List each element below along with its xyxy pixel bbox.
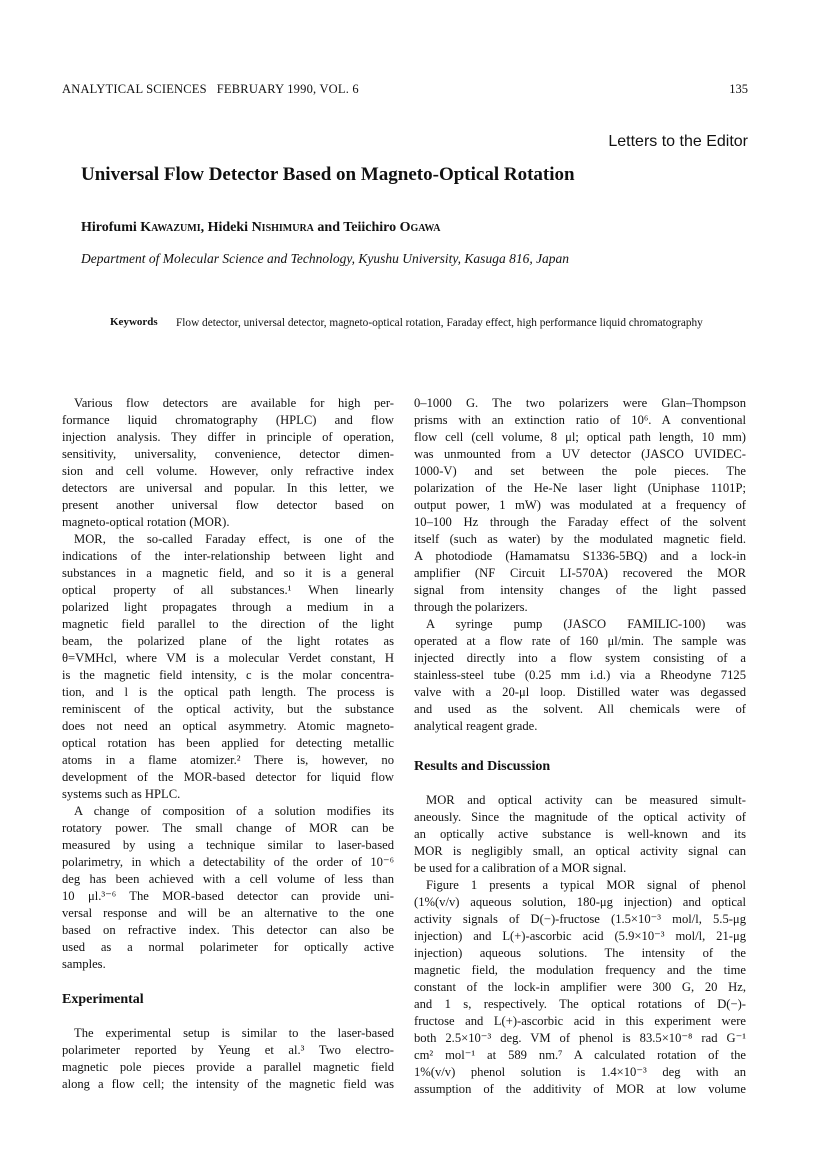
page-number: 135: [729, 82, 748, 96]
affiliation: Department of Molecular Science and Technology, Kyushu University, Kasuga 816, Japan: [81, 251, 570, 266]
text-line: injected directly into a flow system consisting of a: [414, 651, 746, 665]
text-line: (1%(v/v) aqueous solution, 180-μg injection) and optical: [414, 895, 746, 909]
text-line: activity signals of D(−)-fructose (1.5×10⁻³ mol/l, 5.5-μg: [414, 912, 746, 926]
text-line: sensitivity, universality, convenience, detector dimen-: [62, 447, 394, 461]
text-line: 1%(v/v) phenol solution is 1.4×10⁻³ deg with an: [414, 1065, 746, 1079]
text-line: Various flow detectors are available for high per-: [74, 396, 394, 410]
text-line: be used for a calibration of a MOR signal.: [414, 861, 627, 875]
text-line: signal from intensity changes of the light passed: [414, 583, 746, 597]
text-line: injection analysis. They differ in principle of operation,: [62, 430, 394, 444]
text-line: both 2.5×10⁻³ deg. VM of phenol is 83.5×10⁻⁸ rad G⁻¹: [414, 1031, 746, 1045]
text-line: analytical reagent grade.: [414, 719, 538, 733]
text-line: polarization of the He-Ne laser light (Uniphase 1101P;: [414, 481, 746, 495]
text-line: 1000-V) and set between the pole pieces. The: [414, 464, 746, 478]
text-line: polarized light propagates through a medium in a: [62, 600, 394, 614]
text-line: polarimeter reported by Yeung et al.³ Two electro-: [62, 1043, 394, 1057]
text-line: MOR, the so-called Faraday effect, is one of the: [74, 532, 394, 546]
text-line: 10–100 Hz through the Faraday effect of the solvent: [414, 515, 746, 529]
text-line: θ=VMHcl, where VM is a molecular Verdet constant, H: [62, 651, 394, 665]
text-line: along a flow cell; the intensity of the magnetic field was: [62, 1077, 394, 1091]
text-line: indications of the inter-relationship between light and: [62, 549, 394, 563]
text-line: based on refractive index. This detector can also be: [62, 923, 394, 937]
keywords-text: Flow detector, universal detector, magneto-optical rotation, Faraday effect, high performance liquid chromatography: [176, 317, 703, 329]
text-line: optical property of all substances.¹ When linearly: [62, 583, 394, 597]
text-line: output power, 1 mW) was modulated at a frequency of: [414, 498, 746, 512]
text-line: optical rotation has been applied for detecting metallic: [62, 736, 394, 750]
text-line: itself (such as water) by the modulated magnetic field.: [414, 532, 746, 546]
text-line: detectors are universal and popular. In this letter, we: [62, 481, 394, 495]
text-line: sion and cell volume. However, only refractive index: [62, 464, 394, 478]
text-line: A photodiode (Hamamatsu S1336-5BQ) and a lock-in: [414, 549, 746, 563]
right-column: [414, 0, 746, 1170]
text-line: A syringe pump (JASCO FAMILIC-100) was: [426, 617, 746, 631]
text-line: prisms with an extinction ratio of 10⁶. A conventional: [414, 413, 746, 427]
text-line: reminiscent of the optical activity, but the substance: [62, 702, 394, 716]
text-line: flow cell (cell volume, 8 μl; optical path length, 10 mm): [414, 430, 746, 444]
text-line: magnetic field parallel to the direction of the light: [62, 617, 394, 631]
section-heading: Experimental: [62, 992, 144, 1007]
text-line: injection) and L(+)-ascorbic acid (5.9×10⁻³ mol/l, 21-μg: [414, 929, 746, 943]
text-line: magnetic field, the modulation frequency and the time: [414, 963, 746, 977]
text-line: substances in a magnetic field, and so it is a general: [62, 566, 394, 580]
text-line: present another universal flow detector based on: [62, 498, 394, 512]
article-title: Universal Flow Detector Based on Magneto-Optical Rotation: [81, 164, 575, 185]
text-line: through the polarizers.: [414, 600, 528, 614]
section-heading: Results and Discussion: [414, 759, 551, 774]
text-line: and used as the solvent. All chemicals were of: [414, 702, 746, 716]
section-label: Letters to the Editor: [608, 133, 748, 150]
text-line: tion, and l is the optical path length. The process is: [62, 685, 394, 699]
text-line: is the magnetic field intensity, c is the molar concentra-: [62, 668, 394, 682]
text-line: development of the MOR-based detector for liquid flow: [62, 770, 394, 784]
author1-first: Hirofumi: [81, 220, 141, 235]
text-line: measured by using a technique similar to laser-based: [62, 838, 394, 852]
text-line: stainless-steel tube (0.25 mm i.d.) via a Rheodyne 7125: [414, 668, 746, 682]
keywords-label: Keywords: [110, 316, 158, 328]
text-line: 0–1000 G. The two polarizers were Glan–Thompson: [414, 396, 746, 410]
text-line: does not need an optical asymmetry. Atomic magneto-: [62, 719, 394, 733]
text-line: assumption of the additivity of MOR at low volume: [414, 1082, 746, 1096]
text-line: fructose and L(+)-ascorbic acid in this experiment were: [414, 1014, 746, 1028]
text-line: used as a normal polarimeter for optically active: [62, 940, 394, 954]
text-line: was unmounted from a UV detector (JASCO UVIDEC-: [414, 447, 746, 461]
text-line: and 1 s, respectively. The optical rotations of D(−)-: [414, 997, 746, 1011]
text-line: rotatory power. The small change of MOR can be: [62, 821, 394, 835]
text-line: versal response and will be an alternative to the one: [62, 906, 394, 920]
text-line: deg has been achieved with a cell volume of less than: [62, 872, 394, 886]
text-line: 10 μl.³⁻⁶ The MOR-based detector can provide uni-: [62, 889, 394, 903]
text-line: constant of the lock-in amplifier were 300 G, 20 Hz,: [414, 980, 746, 994]
text-line: beam, the polarized plane of the light rotates as: [62, 634, 394, 648]
text-line: A change of composition of a solution modifies its: [74, 804, 394, 818]
text-line: aneously. Since the magnitude of the optical activity of: [414, 810, 746, 824]
text-line: operated at a flow rate of 160 μl/min. The sample was: [414, 634, 746, 648]
text-line: systems such as HPLC.: [62, 787, 181, 801]
text-line: formance liquid chromatography (HPLC) and flow: [62, 413, 394, 427]
author3-first: and Teiichiro: [313, 220, 400, 235]
text-line: atoms in a flame atomizer.² There is, however, no: [62, 753, 394, 767]
text-line: MOR and optical activity can be measured simult-: [426, 793, 746, 807]
author3-last: Ogawa: [399, 220, 441, 235]
text-line: Figure 1 presents a typical MOR signal of phenol: [426, 878, 746, 892]
text-line: polarimetry, in which a detectability of the order of 10⁻⁶: [62, 855, 394, 869]
text-line: magneto-optical rotation (MOR).: [62, 515, 230, 529]
left-column: [62, 0, 394, 1170]
text-line: amplifier (NF Circuit LI-570A) recovered the MOR: [414, 566, 746, 580]
text-line: valve with a 20-μl loop. Distilled water was degassed: [414, 685, 746, 699]
author2-first: , Hideki: [200, 220, 252, 235]
author2-last: Nishimura: [251, 220, 314, 235]
text-line: magnetic pole pieces provide a parallel magnetic field: [62, 1060, 394, 1074]
text-line: injection) aqueous solutions. The intensity of the: [414, 946, 746, 960]
author1-last: Kawazumi: [140, 220, 201, 235]
text-line: The experimental setup is similar to the laser-based: [74, 1026, 394, 1040]
text-line: samples.: [62, 957, 106, 971]
running-head: ANALYTICAL SCIENCES FEBRUARY 1990, VOL. 6: [62, 82, 359, 96]
text-line: MOR is negligibly small, an optical activity signal can: [414, 844, 746, 858]
text-line: cm² mol⁻¹ at 589 nm.⁷ A calculated rotation of the: [414, 1048, 746, 1062]
text-line: an optically active substance is well-known and its: [414, 827, 746, 841]
